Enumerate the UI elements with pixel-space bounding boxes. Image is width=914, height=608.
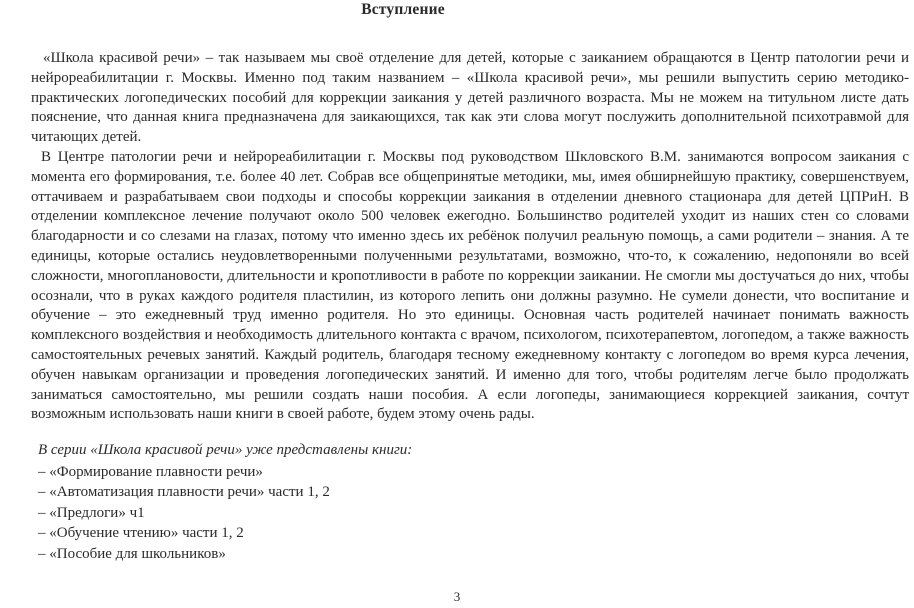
page-number: 3 bbox=[453, 589, 461, 604]
list-item: – «Предлоги» ч1 bbox=[38, 504, 145, 521]
list-item: – «Обучение чтению» части 1, 2 bbox=[38, 525, 244, 542]
paragraph-intro: «Школа красивой речи» – так называем мы своё отделение для детей, которые с заиканием обращаются в Центр патологии речи и нейрореабилитации г. Москвы. Именно под таким названием – «Школа красивой речи», мы решили выпустить серию методико-практических логопедических пособий для коррекции заикания у детей различного возраста. Мы не можем на титульном листе дать пояснение, что данная книга предназначена для заикающихся, так как эти слова могут послужить дополнительной психотравмой для читающих детей. bbox=[31, 50, 909, 146]
page-title: Вступление bbox=[361, 1, 445, 18]
book-list bbox=[38, 462, 330, 564]
series-title: В серии «Школа красивой речи» уже представлены книги: bbox=[38, 442, 413, 458]
list-item: – «Формирование плавности речи» bbox=[38, 464, 263, 480]
paragraph-center: В Центре патологии речи и нейрореабилитации г. Москвы под руководством Шкловского В.М. занимаются вопросом заикания с момента его формирования, т.е. более 40 лет. Собрав все общепринятые методики, мы, имея обширнейшую практику, совершенствуем, оттачиваем и разрабатываем свои подходы и способы коррекции заикания в отделении дневного стационара для детей ЦПРиН. В отделении комплексное лечение получают около 500 человек ежегодно. Большинство родителей уходит из наших стен со словами благодарности и со слезами на глазах, потому что именно здесь их ребёнок получил реальную помощь, а сами родители – знания. А те единицы, которые остались неудовлетворенными полученными результатами, возможно, что-то, к сожалению, недопоняли во всей сложности, многоплановости, длительности и кропотливости в работе по коррекции заикании. Не смогли мы достучаться до них, чтобы осознали, что в руках каждого родителя пластилин, из которого лепить они должны разумно. Не сумели донести, что воспитание и обучение – это ежедневный труд именно родителя. Но это единицы. Основная часть родителей начинает понимать важность комплексного воздействия и необходимость длительного контакта с врачом, психологом, психотерапевтом, логопедом, а также важность самостоятельных речевых занятий. Каждый родитель, благодаря тесному ежедневному контакту с логопедом во время курса лечения, обучен навыкам организации и проведения логопедических занятий. И именно для того, чтобы родителям легче было продолжать заниматься самостоятельно, мы решили создать наши пособия. А если логопеды, занимающиеся коррекцией заикания, сочтут возможным использовать наши книги в своей работе, будем этому очень рады. bbox=[31, 148, 909, 423]
body-text bbox=[31, 49, 909, 425]
list-item: – «Автоматизация плавности речи» части 1, 2 bbox=[38, 484, 330, 501]
list-item: – «Пособие для школьников» bbox=[38, 545, 226, 562]
